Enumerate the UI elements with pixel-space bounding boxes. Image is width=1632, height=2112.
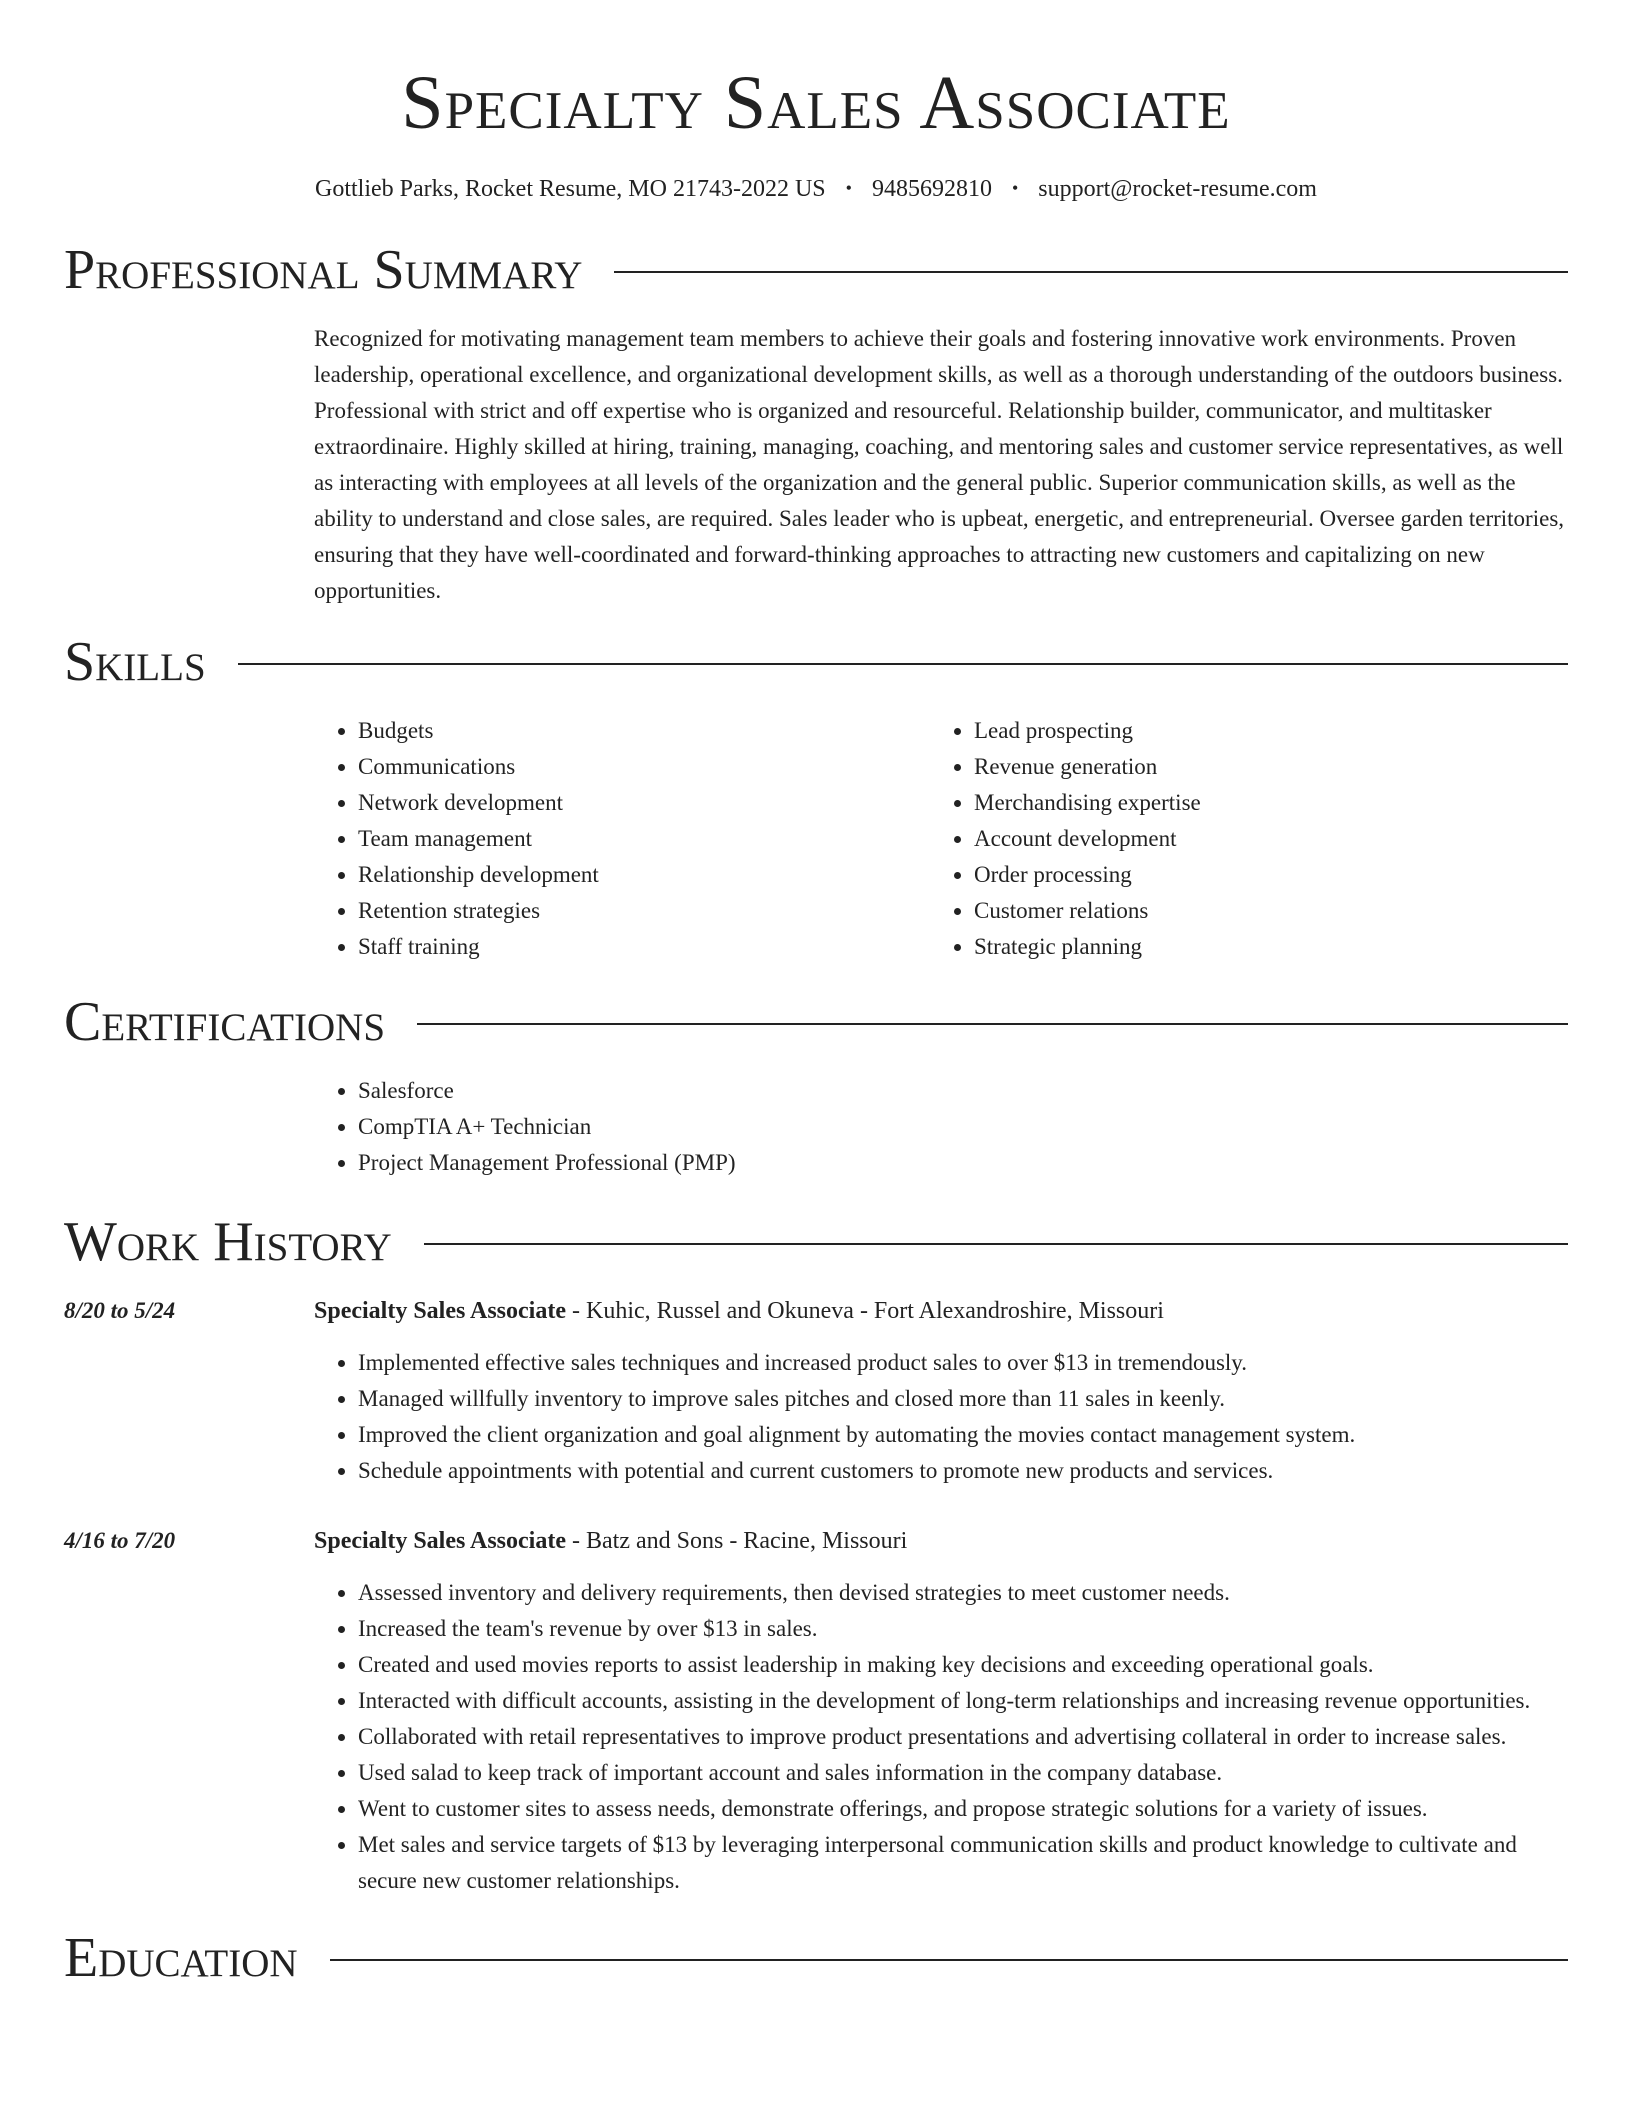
education-heading: Education bbox=[64, 1927, 298, 1989]
skills-list-right bbox=[930, 713, 1546, 965]
certifications-section-header bbox=[64, 987, 1568, 1057]
job-title-line bbox=[314, 1523, 1568, 1559]
job-bullet: • Managed willfully inventory to improve sales pitches and closed more than 11 sales in keenly. bbox=[358, 1381, 1568, 1417]
summary-text: Recognized for motivating management team members to achieve their goals and fostering innovative work environments. Proven leadership, operational excellence, and organizational development skills, as well as a thorough understanding of the outdoors business. Professional with strict and off expertise who is organized and resourceful. Relationship builder, communicator, and multitasker extraordinaire. Highly skilled at hiring, training, managing, coaching, and mentoring sales and customer service representatives, as well as interacting with employees at all levels of the organization and the general public. Superior communication skills, as well as the ability to understand and close sales, are required. Sales leader who is upbeat, energetic, and entrepreneurial. Oversee garden territories, ensuring that they have well-coordinated and forward-thinking approaches to attracting new customers and capitalizing on new opportunities. bbox=[314, 326, 1565, 603]
section-divider bbox=[330, 1959, 1568, 1961]
certification-item: • CompTIA A+ Technician bbox=[358, 1109, 1568, 1145]
email: support@rocket-resume.com bbox=[1038, 176, 1317, 202]
skill-item: • Revenue generation bbox=[974, 749, 1546, 785]
job-bullet: • Interacted with difficult accounts, assisting in the development of long-term relationships and increasing revenue opportunities. bbox=[358, 1683, 1568, 1719]
separator-dot: • bbox=[845, 178, 852, 198]
skills-body bbox=[314, 713, 1568, 965]
skill-item: • Communications bbox=[358, 749, 930, 785]
section-divider bbox=[238, 663, 1568, 665]
candidate-name: Specialty Sales Associate bbox=[401, 61, 1231, 145]
job-title: Specialty Sales Associate bbox=[314, 1528, 566, 1554]
job-main bbox=[314, 1293, 1568, 1489]
certifications-body bbox=[314, 1073, 1568, 1181]
job-bullets bbox=[314, 1575, 1568, 1899]
job-main bbox=[314, 1523, 1568, 1899]
job-bullet: • Used salad to keep track of important account and sales information in the company database. bbox=[358, 1755, 1568, 1791]
skills-list-left bbox=[314, 713, 930, 965]
skills-section-header bbox=[64, 627, 1568, 697]
job-bullet: • Went to customer sites to assess needs, demonstrate offerings, and propose strategic solutions for a variety of issues. bbox=[358, 1791, 1568, 1827]
skill-item: • Team management bbox=[358, 821, 930, 857]
job-bullet: • Created and used movies reports to assist leadership in making key decisions and exceeding operational goals. bbox=[358, 1647, 1568, 1683]
skill-item: • Lead prospecting bbox=[974, 713, 1546, 749]
job-bullet: • Met sales and service targets of $13 by leveraging interpersonal communication skills and product knowledge to cultivate and secure new customer relationships. bbox=[358, 1827, 1568, 1899]
job-entry bbox=[64, 1293, 1568, 1489]
job-title-line bbox=[314, 1293, 1568, 1329]
work-heading: Work History bbox=[64, 1211, 392, 1273]
certifications-list bbox=[314, 1073, 1568, 1181]
job-employer: - Batz and Sons - Racine, Missouri bbox=[566, 1528, 908, 1554]
work-section-header bbox=[64, 1207, 1568, 1277]
section-divider bbox=[417, 1023, 1568, 1025]
job-dates: 4/16 to 7/20 bbox=[64, 1528, 176, 1553]
skill-item: • Strategic planning bbox=[974, 929, 1546, 965]
job-dates: 8/20 to 5/24 bbox=[64, 1298, 176, 1323]
section-divider bbox=[424, 1243, 1568, 1245]
skill-item: • Staff training bbox=[358, 929, 930, 965]
skill-item: • Relationship development bbox=[358, 857, 930, 893]
job-bullet: • Assessed inventory and delivery requirements, then devised strategies to meet customer needs. bbox=[358, 1575, 1568, 1611]
address: Gottlieb Parks, Rocket Resume, MO 21743-2022 US bbox=[315, 176, 826, 202]
skills-columns bbox=[314, 713, 1568, 965]
skill-item: • Network development bbox=[358, 785, 930, 821]
skill-item: • Budgets bbox=[358, 713, 930, 749]
job-bullets bbox=[314, 1345, 1568, 1489]
job-bullet: • Improved the client organization and goal alignment by automating the movies contact management system. bbox=[358, 1417, 1568, 1453]
summary-heading: Professional Summary bbox=[64, 239, 583, 301]
summary-body bbox=[314, 321, 1568, 609]
skill-item: • Merchandising expertise bbox=[974, 785, 1546, 821]
skill-item: • Customer relations bbox=[974, 893, 1546, 929]
job-bullet: • Implemented effective sales techniques and increased product sales to over $13 in tremendously. bbox=[358, 1345, 1568, 1381]
contact-line bbox=[64, 172, 1568, 205]
job-bullet: • Schedule appointments with potential and current customers to promote new products and services. bbox=[358, 1453, 1568, 1489]
job-entry bbox=[64, 1523, 1568, 1899]
section-divider bbox=[614, 271, 1568, 273]
certification-item: • Salesforce bbox=[358, 1073, 1568, 1109]
job-bullet: • Collaborated with retail representatives to improve product presentations and advertising collateral in order to increase sales. bbox=[358, 1719, 1568, 1755]
resume-page bbox=[64, 0, 1568, 1993]
phone: 9485692810 bbox=[871, 176, 992, 202]
skills-heading: Skills bbox=[64, 631, 206, 693]
summary-section-header bbox=[64, 235, 1568, 305]
job-bullet: • Increased the team's revenue by over $13 in sales. bbox=[358, 1611, 1568, 1647]
skill-item: • Retention strategies bbox=[358, 893, 930, 929]
job-employer: - Kuhic, Russel and Okuneva - Fort Alexandroshire, Missouri bbox=[566, 1298, 1164, 1324]
job-title: Specialty Sales Associate bbox=[314, 1298, 566, 1324]
skill-item: • Order processing bbox=[974, 857, 1546, 893]
skill-item: • Account development bbox=[974, 821, 1546, 857]
separator-dot: • bbox=[1011, 178, 1019, 198]
education-section-header bbox=[64, 1923, 1568, 1993]
certification-item: • Project Management Professional (PMP) bbox=[358, 1145, 1568, 1181]
certifications-heading: Certifications bbox=[64, 991, 386, 1053]
